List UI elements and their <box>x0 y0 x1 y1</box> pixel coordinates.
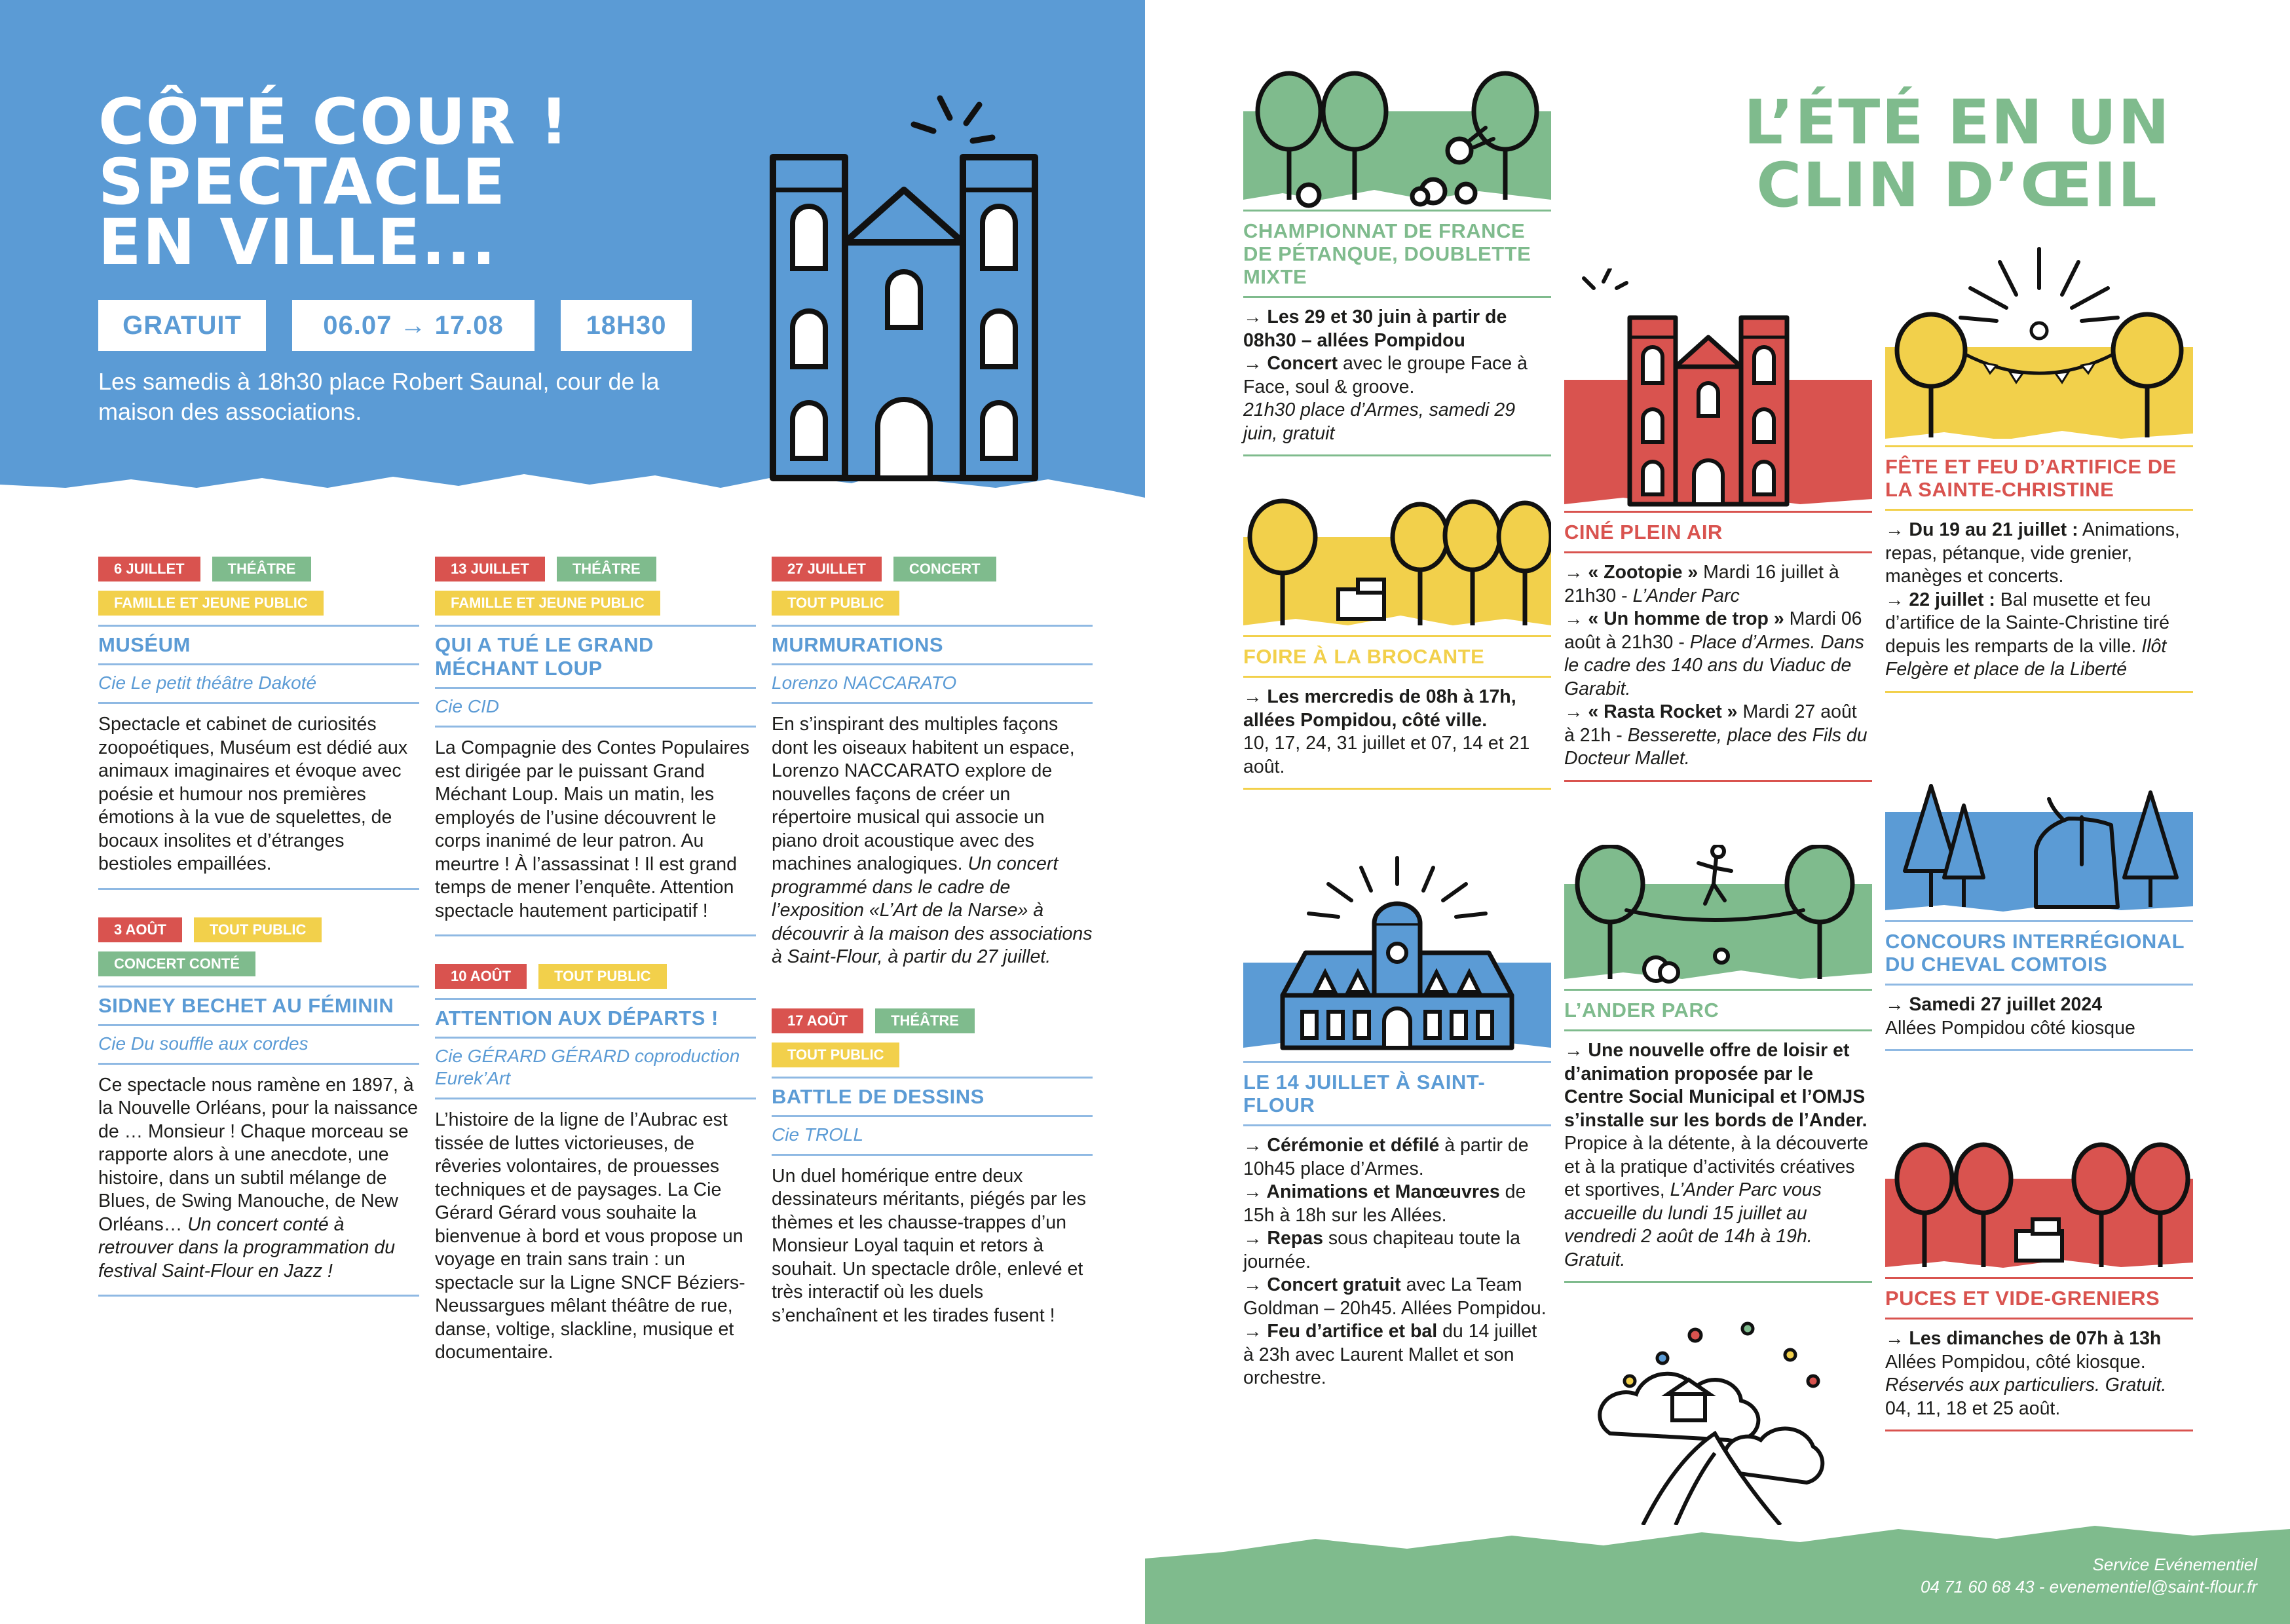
petanque-illustration <box>1243 65 1551 210</box>
card-line-bold: → Une nouvelle offre de loisir et d’animation proposée par le Centre Social Municipal et l’OMJS s’installe sur les bords de l’Ander. <box>1564 1040 1868 1131</box>
card-line-bold: → 22 juillet : <box>1885 589 1995 610</box>
card-line: Allées Pompidou côté kiosque <box>1885 1017 2135 1039</box>
audience-tag: FAMILLE ET JEUNE PUBLIC <box>98 591 324 616</box>
card-title: LE 14 JUILLET À SAINT-FLOUR <box>1243 1071 1486 1116</box>
card-line: de 15h à 18h sur les Allées. <box>1243 1181 1526 1226</box>
card-line: Mardi 16 juillet à 21h30 - <box>1564 562 1839 606</box>
card-line: Mardi 06 août à 21h30 - <box>1564 608 1862 653</box>
card-line-bold: → Feu d’artifice et bal <box>1243 1321 1438 1342</box>
event-column-1 <box>98 557 419 1297</box>
intro-text: Les samedis à 18h30 place Robert Saunal, cour de la maison des associations. <box>98 368 660 425</box>
card-line: Allées Pompidou, côté kiosque. <box>1885 1351 2146 1373</box>
town-hall-illustration <box>1243 845 1551 1061</box>
left-title-line-2: SPECTACLE <box>98 145 507 219</box>
card-title: FOIRE À LA BROCANTE <box>1243 645 1485 668</box>
event-title: MURMURATIONS <box>772 633 944 656</box>
card-line-bold: → Du 19 au 21 juillet : <box>1885 519 2078 540</box>
card-line: à partir de 10h45 place d’Armes. <box>1243 1135 1529 1179</box>
event-title: ATTENTION AUX DÉPARTS ! <box>435 1006 719 1029</box>
card-cheval-comtois <box>1885 779 2193 1051</box>
time-pill: 18H30 <box>561 300 692 351</box>
event-column-3 <box>772 557 1093 1339</box>
card-puces <box>1885 1139 2193 1431</box>
card-line-bold: → « Rasta Rocket » <box>1564 701 1738 722</box>
card-body <box>1243 298 1551 454</box>
card-title: PUCES ET VIDE-GRENIERS <box>1885 1287 2160 1310</box>
event-company: Cie CID <box>435 696 500 716</box>
event-description <box>772 704 1093 981</box>
dates-pill: 06.07 → 17.08 <box>292 300 535 351</box>
card-line-bold: → Samedi 27 juillet 2024 <box>1885 994 2103 1015</box>
card-line-bold: → Cérémonie et défilé <box>1243 1135 1440 1156</box>
card-line-bold: → Concert gratuit <box>1243 1274 1401 1295</box>
left-title-line-1: CÔTÉ COUR ! <box>98 85 570 158</box>
card-sainte-christine <box>1885 242 2193 693</box>
card-line: 10, 17, 24, 31 juillet et 07, 14 et 21 août. <box>1243 733 1530 777</box>
card-line: 04, 11, 18 et 25 août. <box>1885 1397 2061 1419</box>
event-company: Cie Le petit théâtre Dakoté <box>98 673 317 693</box>
event-company: Cie TROLL <box>772 1124 864 1145</box>
card-line: Mardi 27 août à 21h - <box>1564 701 1857 746</box>
card-cine <box>1564 268 1872 782</box>
hill-illustration <box>1564 1309 1872 1525</box>
right-title-line-2: CLIN D’ŒIL <box>1756 150 2158 221</box>
event-description: Un duel homérique entre deux dessinateurs méritants, piégés par les thèmes et les chausse-trappes d’un Monsieur Loyal taquin et retors à souhait. Un spectacle drôle, enlevé et très interactif où les duels s’enchaînent et les tirades fusent ! <box>772 1165 1086 1326</box>
event-description-text: En s’inspirant des multiples façons dont les oiseaux habitent un espace, Lorenzo NACCARATO explore de nouvelles façons de créer un répertoire musical qui associe un piano droit acoustique avec des machines analogiques. <box>772 714 1075 874</box>
card-line: avec La Team Goldman – 20h45. Allées Pompidou. <box>1243 1274 1547 1319</box>
audience-tag: TOUT PUBLIC <box>538 964 666 989</box>
card-line-bold: → « Un homme de trop » <box>1564 608 1784 629</box>
event-description: L’histoire de la ligne de l’Aubrac est tissée de luttes victorieuses, de rêveries volontaires, de prouesses techniques et de paysages. La Cie Gérard Gérard vous souhaite la bienvenue à bord et vous propose un voyage en train sans train : un spectacle sur la Ligne SNCF Béziers-Neussargues mêlant théâtre de rue, danse, voltige, slackline, musique et documentaire. <box>435 1109 745 1363</box>
card-line-italic: Place d’Armes. Dans le cadre des 140 ans du Viaduc de Garabit. <box>1564 631 1864 699</box>
audience-tag: TOUT PUBLIC <box>772 1043 899 1067</box>
card-title: CHAMPIONNAT DE FRANCE DE PÉTANQUE, DOUBLETTE MIXTE <box>1243 219 1531 288</box>
audience-tag: FAMILLE ET JEUNE PUBLIC <box>435 591 660 616</box>
event-title: SIDNEY BECHET AU FÉMININ <box>98 993 394 1017</box>
card-brocante <box>1243 498 1551 790</box>
card-line-bold: → Les mercredis de 08h à 17h, allées Pompidou, côté ville. <box>1243 686 1516 731</box>
right-title <box>1662 87 2252 221</box>
event-title: QUI A TUÉ LE GRAND MÉCHANT LOUP <box>435 633 654 680</box>
date-tag: 6 JUILLET <box>98 557 200 581</box>
card-line: Bal musette et feu d’artifice de la Sainte-Christine tiré depuis les remparts de la ville. <box>1885 589 2170 657</box>
date-tag: 13 JUILLET <box>435 557 545 581</box>
event-company: Cie Du souffle aux cordes <box>98 1033 309 1054</box>
footer-phone-email: 04 71 60 68 43 - evenementiel@saint-flour.fr <box>1921 1577 2257 1596</box>
flea-market-illustration <box>1885 1139 2193 1277</box>
card-line: Propice à la détente, à la découverte et à la pratique d’activités créatives et sportives, <box>1564 1133 1869 1200</box>
card-title: CINÉ PLEIN AIR <box>1564 521 1723 544</box>
card-body <box>1885 1320 2193 1430</box>
event-description: La Compagnie des Contes Populaires est dirigée par le puissant Grand Méchant Loup. Mais un matin, les employés de l’usine découvrent le corps inanimé de leur patron. Au meurtre ! À l’assassinat ! Il est grand temps de mener l’enquête. Attention spectacle hautement participatif ! <box>435 737 750 921</box>
card-line: → Les 29 et 30 juin à partir de 08h30 – allées Pompidou <box>1243 306 1507 351</box>
card-line: sous chapiteau toute la journée. <box>1243 1228 1521 1272</box>
footer-service: Service Evénementiel <box>2092 1555 2257 1574</box>
genre-tag: THÉÂTRE <box>875 1008 975 1033</box>
card-body <box>1885 986 2193 1049</box>
card-line-italic: Réservés aux particuliers. Gratuit. <box>1885 1375 2167 1395</box>
card-line: avec le groupe Face à Face, soul & groove. <box>1243 353 1528 397</box>
date-tag: 10 AOÛT <box>435 964 527 989</box>
card-line-italic: Besserette, place des Fils du Docteur Mallet. <box>1564 724 1868 769</box>
event-column-2 <box>435 557 756 1376</box>
event-company: Cie GÉRARD GÉRARD coproduction Eurek’Art <box>435 1046 740 1088</box>
card-petanque <box>1243 65 1551 456</box>
card-line-bold: → Concert <box>1243 353 1338 374</box>
card-line-italic: 21h30 place d’Armes, samedi 29 juin, gratuit <box>1243 399 1516 444</box>
right-title-line-1: L’ÉTÉ EN UN <box>1744 87 2171 158</box>
free-pill: GRATUIT <box>98 300 266 351</box>
date-tag: 17 AOÛT <box>772 1008 863 1033</box>
genre-tag: CONCERT CONTÉ <box>98 951 255 976</box>
event-note: Un concert conté à retrouver dans la programmation du festival Saint-Flour en Jazz ! <box>98 1213 396 1282</box>
left-title-line-3: EN VILLE... <box>98 206 497 279</box>
event-title: MUSÉUM <box>98 633 191 656</box>
event-description: Spectacle et cabinet de curiosités zoopoétiques, Muséum est dédié aux animaux imaginaires et évoque avec poésie et humour nos premières émotions à la vue de squelettes, de bocaux insolites et d’étranges bestioles empaillées. <box>98 714 408 874</box>
card-line-bold: → « Zootopie » <box>1564 562 1699 583</box>
footer-contact <box>1921 1553 2257 1598</box>
card-body <box>1243 678 1551 788</box>
card-14-juillet <box>1243 845 1551 1399</box>
right-page <box>1145 0 2290 1624</box>
genre-tag: THÉÂTRE <box>557 557 656 581</box>
genre-tag: THÉÂTRE <box>212 557 312 581</box>
date-tag: 3 AOÛT <box>98 917 182 942</box>
card-line: du 14 juillet à 23h avec Laurent Mallet et son orchestre. <box>1243 1321 1537 1388</box>
card-body <box>1885 511 2193 691</box>
card-line-italic: Ilôt Felgère et place de la Liberté <box>1885 635 2167 680</box>
audience-tag: TOUT PUBLIC <box>194 917 322 942</box>
card-line: Animations, repas, pétanque, vide grenier, manèges et concerts. <box>1885 519 2180 587</box>
event-note: Un concert programmé dans le cadre de l’exposition «L’Art de la Narse» à découvrir à la maison des associations à Saint-Flour, à partir du 27 juillet. <box>772 853 1093 967</box>
event-company: Lorenzo NACCARATO <box>772 673 957 693</box>
fireworks-illustration <box>1885 242 2193 445</box>
event-description <box>98 1065 419 1295</box>
church-small-illustration <box>1564 268 1872 511</box>
event-description-text: Ce spectacle nous ramène en 1897, à la Nouvelle Orléans, pour la naissance de … Monsieur ! Chaque morceau se rapporte alors à une anecdote, une histoire, dans un subtil mélange de Blues, de Swing Manouche, de New Orléans… <box>98 1074 418 1235</box>
brocante-illustration <box>1243 498 1551 635</box>
card-body <box>1564 1031 1872 1281</box>
event-title: BATTLE DE DESSINS <box>772 1084 985 1108</box>
left-title <box>98 85 570 279</box>
genre-tag: CONCERT <box>893 557 996 581</box>
card-ander-parc <box>1564 845 1872 1525</box>
card-line-bold: → Les dimanches de 07h à 13h <box>1885 1328 2162 1349</box>
card-title: FÊTE ET FEU D’ARTIFICE DE LA SAINTE-CHRISTINE <box>1885 455 2177 501</box>
date-tag: 27 JUILLET <box>772 557 882 581</box>
park-illustration <box>1564 845 1872 989</box>
horse-illustration <box>1885 779 2193 920</box>
card-body <box>1243 1126 1551 1399</box>
church-illustration <box>753 92 1094 498</box>
card-line-italic: L’Ander Parc vous accueille du lundi 15 juillet au vendredi 2 août de 14h à 19h. Gratuit. <box>1564 1179 1822 1270</box>
card-title: L’ANDER PARC <box>1564 999 1719 1022</box>
card-title: CONCOURS INTERRÉGIONAL DU CHEVAL COMTOIS <box>1885 930 2185 976</box>
audience-tag: TOUT PUBLIC <box>772 591 899 616</box>
card-line-italic: L’Ander Parc <box>1632 585 1740 606</box>
card-line-bold: → Repas <box>1243 1228 1323 1249</box>
card-body <box>1564 553 1872 780</box>
card-line-bold: → Animations et Manœuvres <box>1243 1181 1500 1202</box>
